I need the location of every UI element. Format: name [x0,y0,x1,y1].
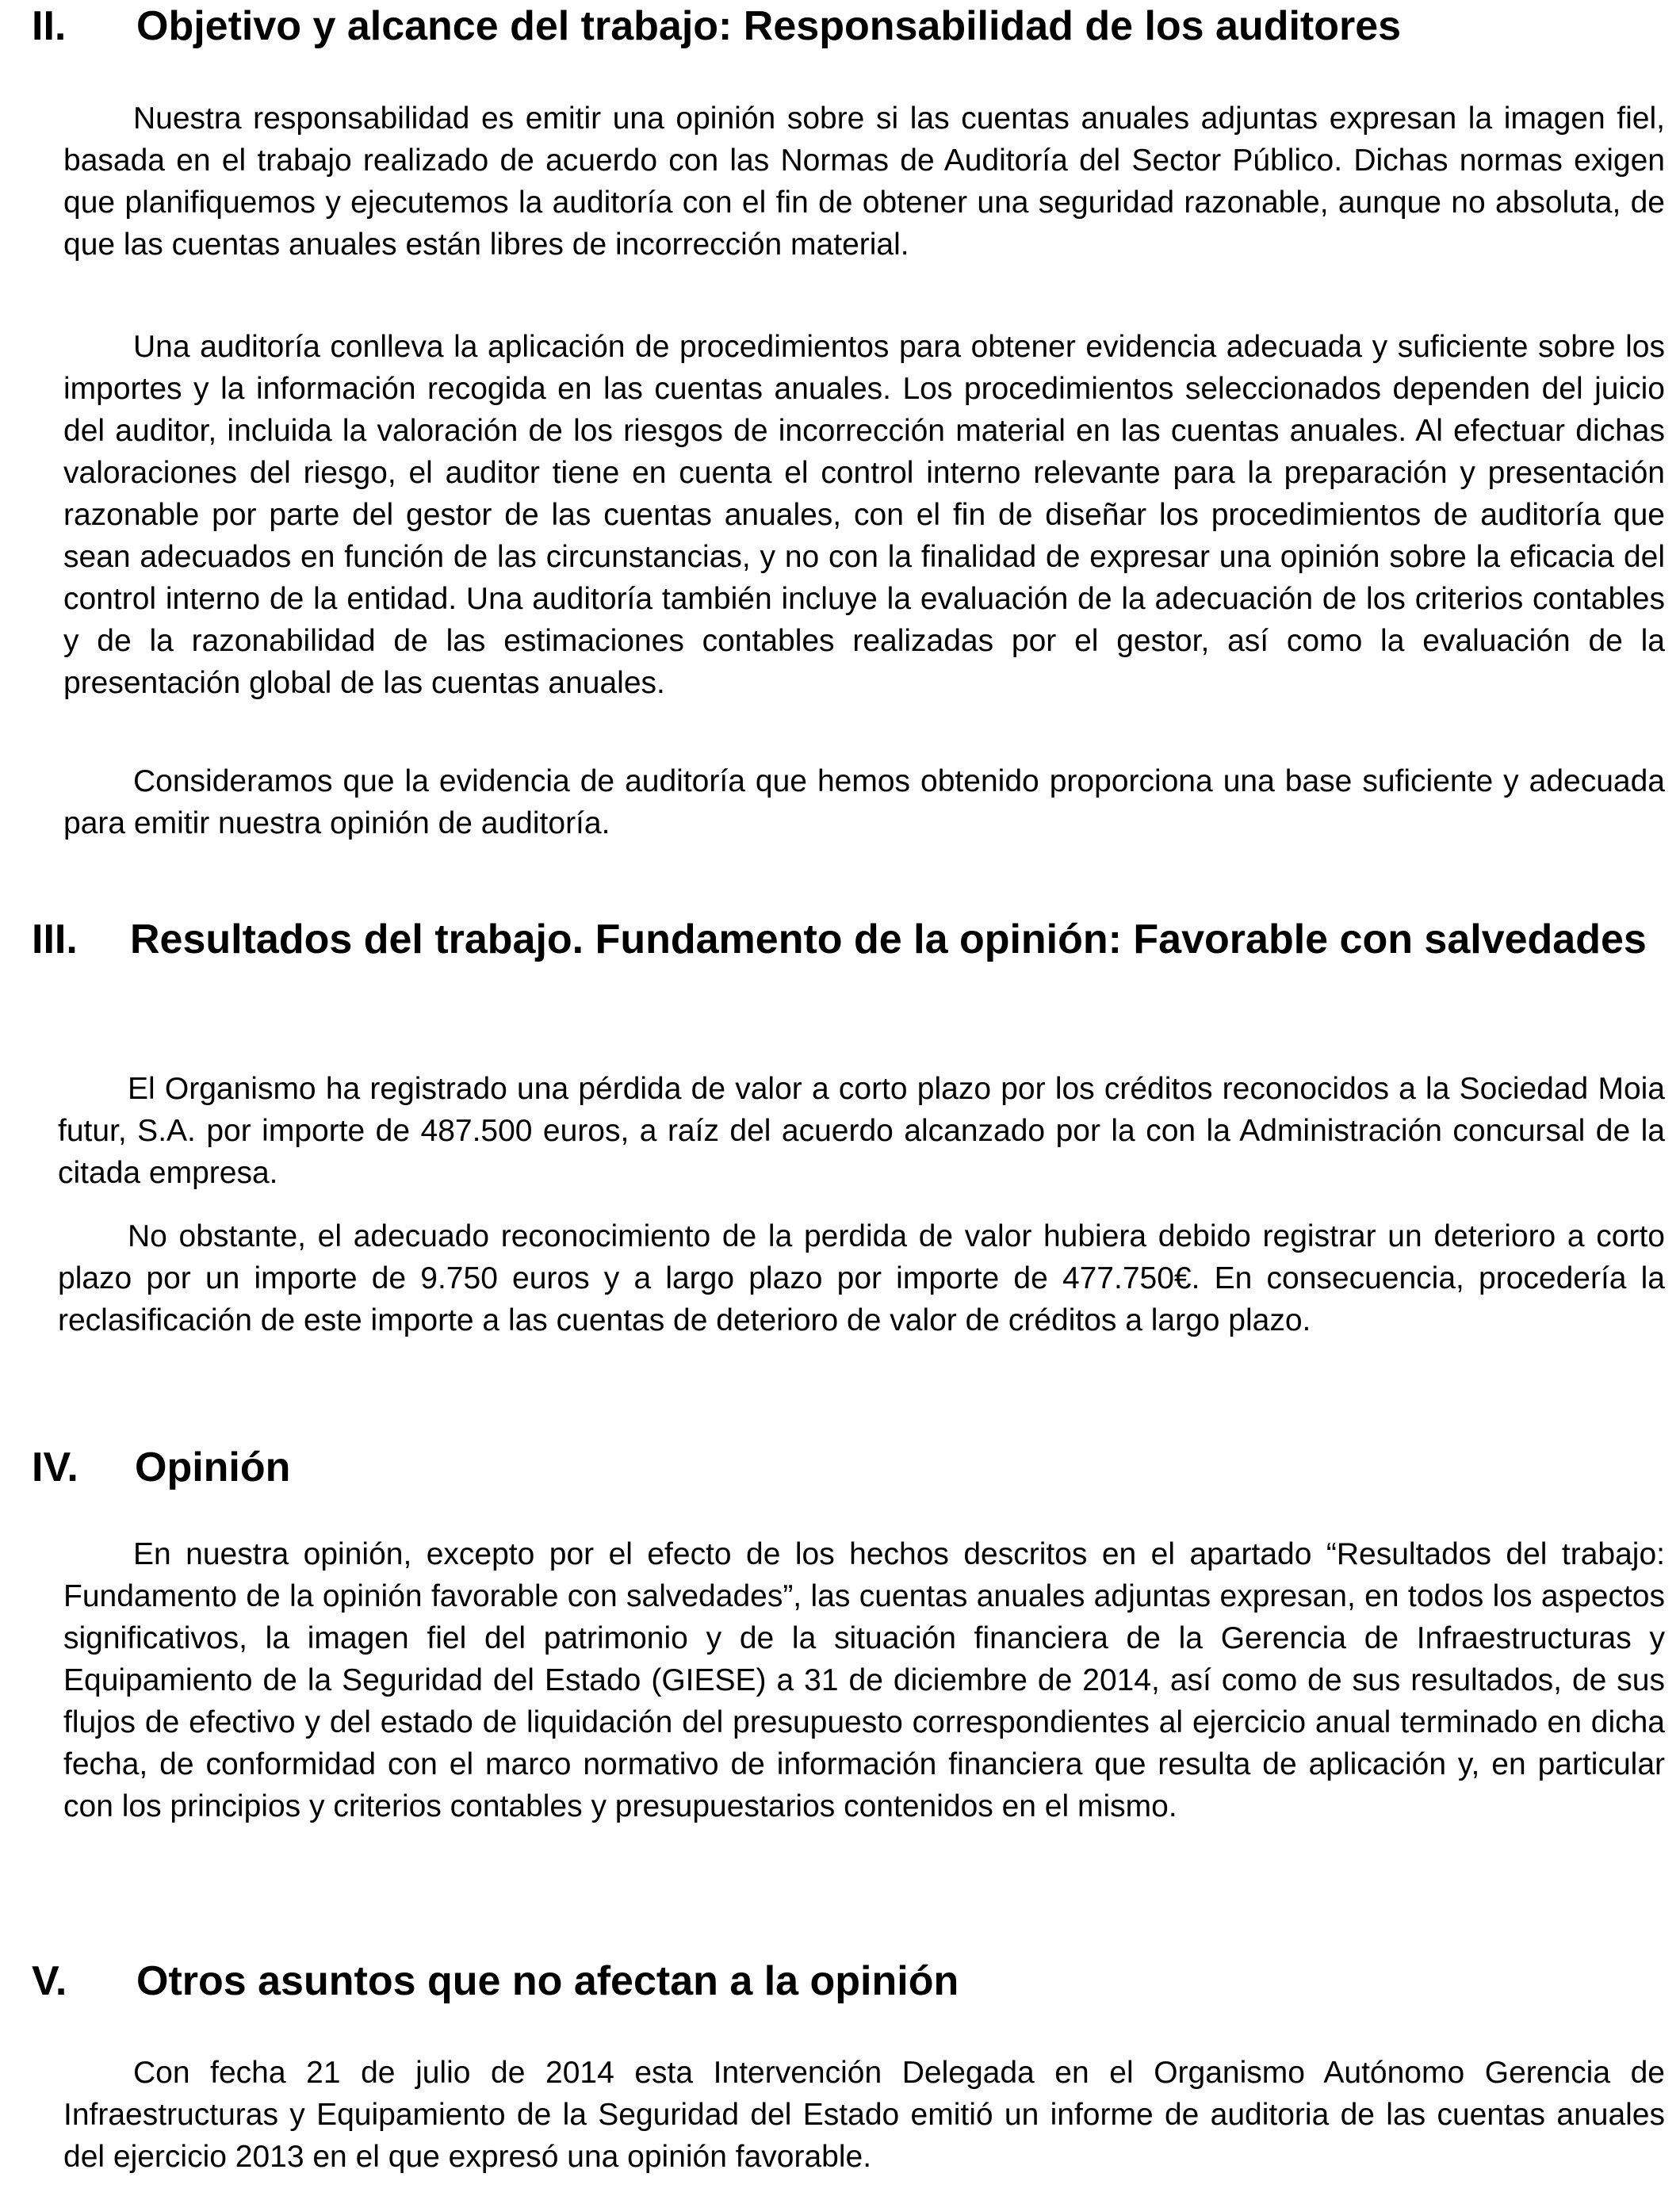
paragraph: Consideramos que la evidencia de auditoría que hemos obtenido proporciona una base suficiente y adecuada para emitir nuestra opinión de auditoría. [63,764,1665,840]
paragraph: El Organismo ha registrado una pérdida de valor a corto plazo por los créditos reconocidos a la Sociedad Moia futur, S.A. por importe de 487.500 euros, a raíz del acuerdo alcanzado por la con la Administración concursal de la citada empresa. [58,1072,1665,1190]
section-number: III. [32,916,78,962]
paragraph: Nuestra responsabilidad es emitir una opinión sobre si las cuentas anuales adjuntas expresan la imagen fiel, basada en el trabajo realizado de acuerdo con las Normas de Auditoría del Sector Público. Dichas normas exigen que planifiquemos y ejecutemos la auditoría con el fin de obtener una seguridad razonable, aunque no absoluta, de que las cuentas anuales están libres de incorrección material. [63,101,1665,262]
section-heading-iv [32,1441,1665,1494]
section-heading-ii [32,0,1665,52]
section-number: V. [32,1958,67,2004]
paragraph: Una auditoría conlleva la aplicación de procedimientos para obtener evidencia adecuada y suficiente sobre los importes y la información recogida en las cuentas anuales. Los procedimientos seleccionados dependen del juicio del auditor, incluida la valoración de los riesgos de incorrección material en las cuentas anuales. Al efectuar dichas valoraciones del riesgo, el auditor tiene en cuenta el control interno relevante para la preparación y presentación razonable por parte del gestor de las cuentas anuales, con el fin de diseñar los procedimientos de auditoría que sean adecuados en función de las circunstancias, y no con la finalidad de expresar una opinión sobre la eficacia del control interno de la entidad. Una auditoría también incluye la evaluación de la adecuación de los criterios contables y de la razonabilidad de las estimaciones contables realizadas por el gestor, así como la evaluación de la presentación global de las cuentas anuales. [63,330,1665,700]
section-heading-v [32,1955,1665,2007]
section-title: Objetivo y alcance del trabajo: Responsabilidad de los auditores [136,3,1402,49]
paragraph: No obstante, el adecuado reconocimiento de la perdida de valor hubiera debido registrar un deterioro a corto plazo por un importe de 9.750 euros y a largo plazo por importe de 477.750€. En consecuencia, procedería la reclasificación de este importe a las cuentas de deterioro de valor de créditos a largo plazo. [58,1219,1665,1337]
section-number: IV. [32,1444,78,1490]
section-number: II. [32,3,67,49]
section-title: Otros asuntos que no afectan a la opinión [136,1958,959,2004]
paragraph: Con fecha 21 de julio de 2014 esta Intervención Delegada en el Organismo Autónomo Gerencia de Infraestructuras y Equipamiento de la Seguridad del Estado emitió un informe de auditoria de las cuentas anuales del ejercicio 2013 en el que expresó una opinión favorable. [63,2056,1665,2174]
section-title: Resultados del trabajo. Fundamento de la opinión: Favorable con salvedades [130,916,1647,962]
section-title: Opinión [135,1444,291,1490]
paragraph: En nuestra opinión, excepto por el efecto de los hechos descritos en el apartado “Resultados del trabajo: Fundamento de la opinión favorable con salvedades”, las cuentas anuales adjuntas expresan, en todos los aspectos significativos, la imagen fiel del patrimonio y de la situación financiera de la Gerencia de Infraestructuras y Equipamiento de la Seguridad del Estado (GIESE) a 31 de diciembre de 2014, así como de sus resultados, de sus flujos de efectivo y del estado de liquidación del presupuesto correspondientes al ejercicio anual terminado en dicha fecha, de conformidad con el marco normativo de información financiera que resulta de aplicación y, en particular con los principios y criterios contables y presupuestarios contenidos en el mismo. [63,1537,1665,1823]
section-heading-iii [32,913,1665,1018]
